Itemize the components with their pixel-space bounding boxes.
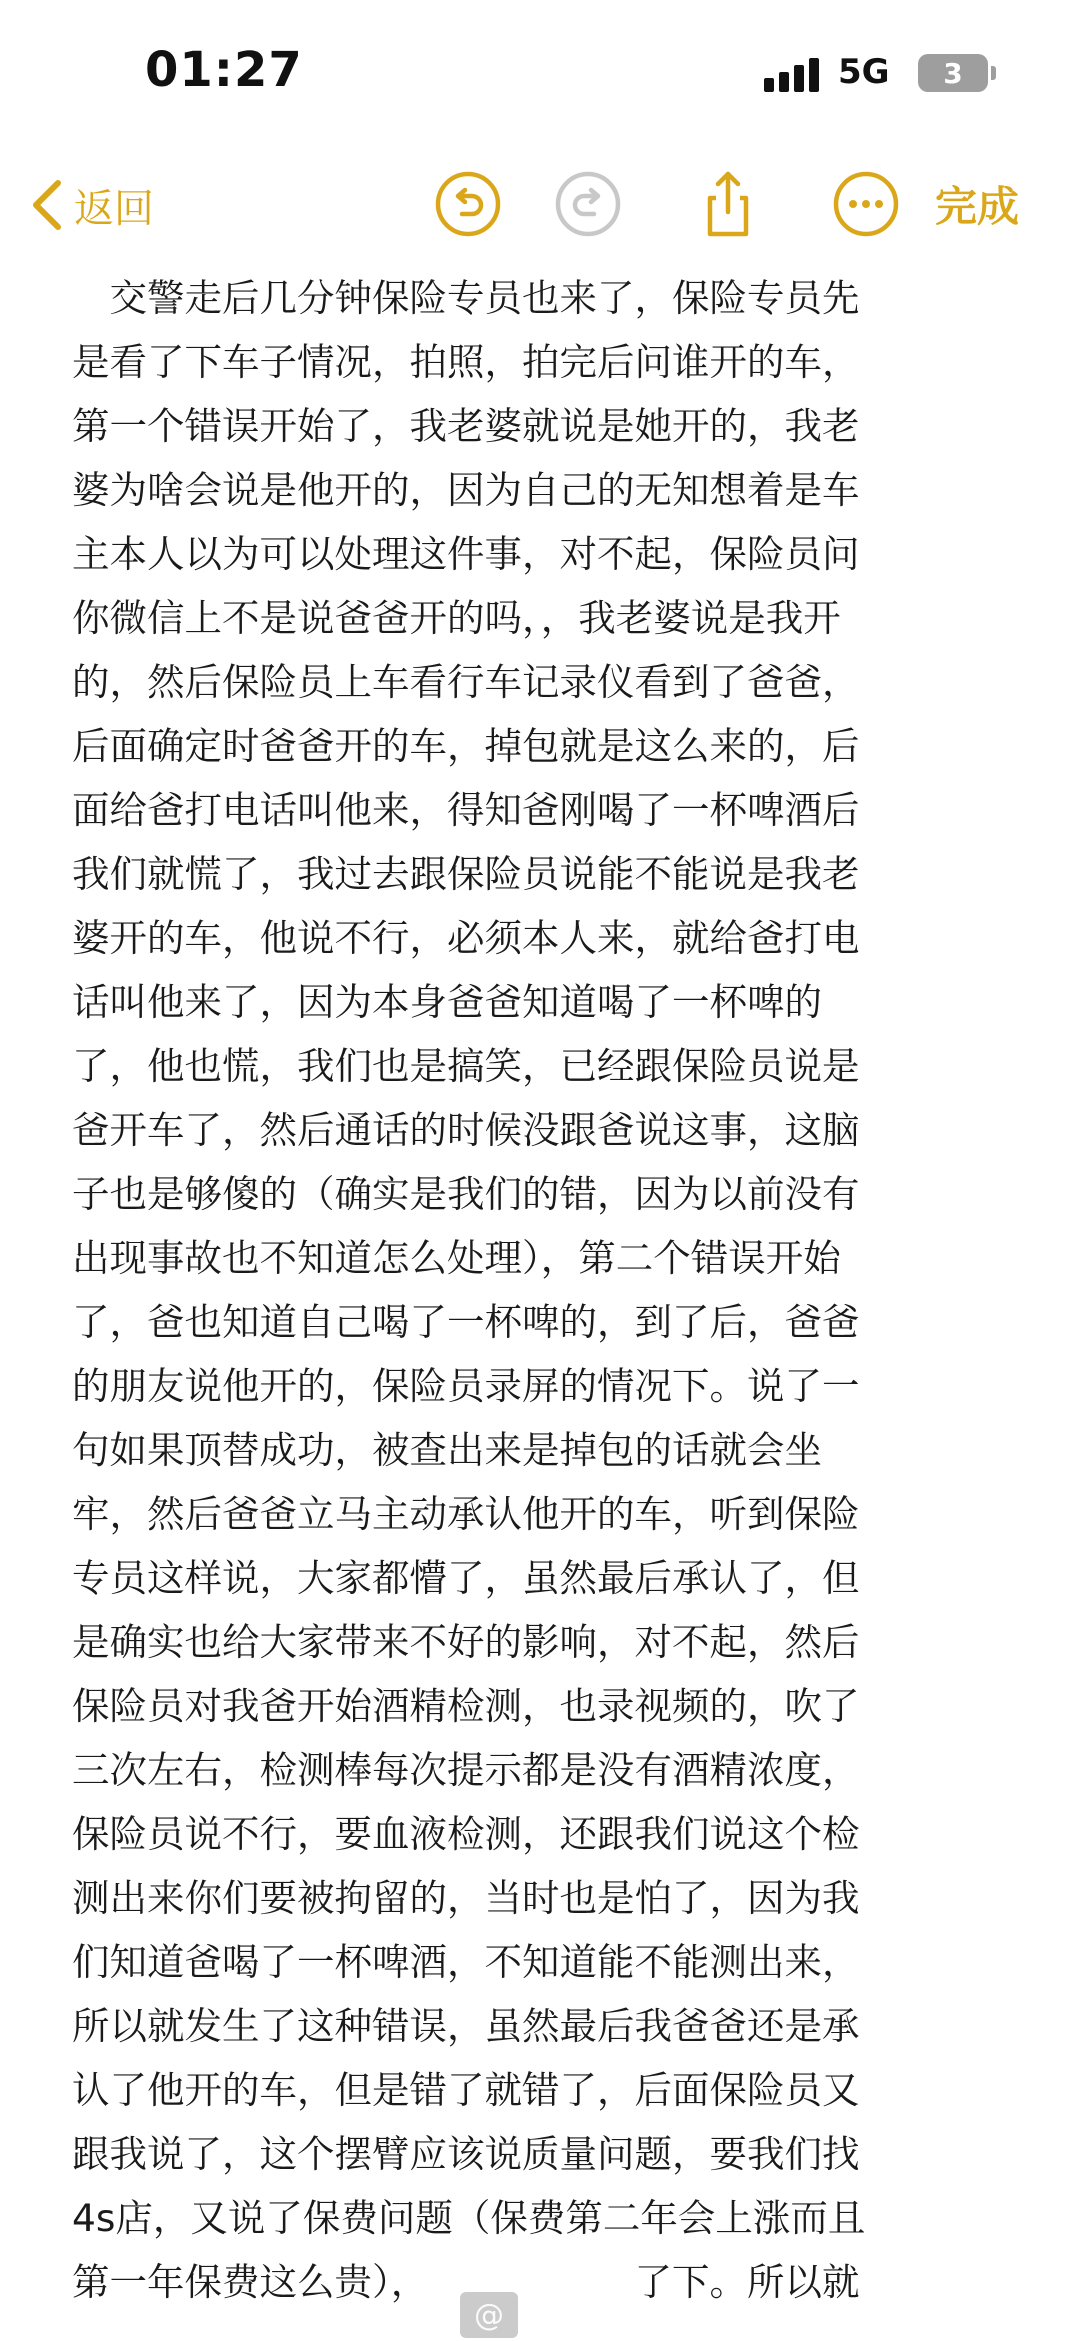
note-line: 第一年保费这么贵）， 了下。所以就 bbox=[72, 2260, 860, 2304]
note-line: 后面确定时爸爸开的车，掉包就是这么来的，后 bbox=[72, 724, 860, 768]
note-line: 婆开的车，他说不行，必须本人来，就给爸打电 bbox=[72, 916, 860, 960]
note-line: 面给爸打电话叫他来，得知爸刚喝了一杯啤酒后 bbox=[72, 788, 860, 832]
note-line: 话叫他来了，因为本身爸爸知道喝了一杯啤的 bbox=[72, 980, 822, 1024]
status-time: 01:27 bbox=[145, 42, 303, 98]
note-line: 是看了下车子情况，拍照，拍完后问谁开的车， bbox=[72, 340, 860, 384]
more-options-icon[interactable] bbox=[830, 168, 902, 240]
note-line: 三次左右，检测棒每次提示都是没有酒精浓度， bbox=[72, 1748, 860, 1792]
note-line: 们知道爸喝了一杯啤酒，不知道能不能测出来， bbox=[72, 1940, 860, 1984]
watermark bbox=[460, 2292, 518, 2338]
done-button[interactable]: 完成 bbox=[935, 182, 1020, 231]
note-line: 了，他也慌，我们也是搞笑，已经跟保险员说是 bbox=[72, 1044, 860, 1088]
note-line: 出现事故也不知道怎么处理），第二个错误开始 bbox=[72, 1236, 841, 1280]
note-line: 所以就发生了这种错误，虽然最后我爸爸还是承 bbox=[72, 2004, 860, 2048]
back-label: 返回 bbox=[74, 185, 154, 232]
note-line: 牢，然后爸爸立马主动承认他开的车，听到保险 bbox=[72, 1492, 860, 1536]
watermark-text: @ bbox=[474, 2297, 504, 2333]
network-type: 5G bbox=[838, 52, 890, 92]
battery-tip bbox=[991, 66, 996, 80]
notes-toolbar bbox=[0, 150, 1080, 260]
note-line: 第一个错误开始了，我老婆就说是她开的，我老 bbox=[72, 404, 860, 448]
note-line: 是确实也给大家带来不好的影响，对不起，然后 bbox=[72, 1620, 860, 1664]
note-line: 的，然后保险员上车看行车记录仪看到了爸爸， bbox=[72, 660, 860, 704]
battery-level: 3 bbox=[943, 56, 963, 90]
note-line: 跟我说了，这个摆臂应该说质量问题，要我们找 bbox=[72, 2132, 860, 2176]
note-line: 交警走后几分钟保险专员也来了，保险专员先 bbox=[72, 276, 860, 320]
note-line: 子也是够傻的（确实是我们的错，因为以前没有 bbox=[72, 1172, 860, 1216]
note-line: 测出来你们要被拘留的，当时也是怕了，因为我 bbox=[72, 1876, 860, 1920]
note-line: 4s店，又说了保费问题（保费第二年会上涨而且 bbox=[72, 2196, 866, 2240]
status-bar bbox=[0, 0, 1080, 150]
note-line: 你微信上不是说爸爸开的吗，，我老婆说是我开 bbox=[72, 596, 841, 640]
note-line: 主本人以为可以处理这件事，对不起，保险员问 bbox=[72, 532, 860, 576]
note-line: 保险员对我爸开始酒精检测，也录视频的，吹了 bbox=[72, 1684, 860, 1728]
cellular-signal-icon bbox=[764, 56, 824, 92]
note-line: 保险员说不行，要血液检测，还跟我们说这个检 bbox=[72, 1812, 860, 1856]
note-body[interactable] bbox=[0, 260, 1080, 2341]
note-line: 的朋友说他开的，保险员录屏的情况下。说了一 bbox=[72, 1364, 860, 1408]
note-line: 爸开车了，然后通话的时候没跟爸说这事，这脑 bbox=[72, 1108, 860, 1152]
note-line: 句如果顶替成功，被查出来是掉包的话就会坐 bbox=[72, 1428, 822, 1472]
share-icon[interactable] bbox=[692, 168, 764, 240]
battery-icon bbox=[918, 54, 988, 92]
redo-icon[interactable] bbox=[552, 168, 624, 240]
undo-icon[interactable] bbox=[432, 168, 504, 240]
back-button[interactable] bbox=[30, 170, 154, 240]
note-line: 认了他开的车，但是错了就错了，后面保险员又 bbox=[72, 2068, 860, 2112]
note-line: 婆为啥会说是他开的，因为自己的无知想着是车 bbox=[72, 468, 860, 512]
note-line: 我们就慌了，我过去跟保险员说能不能说是我老 bbox=[72, 852, 860, 896]
note-line: 专员这样说，大家都懵了，虽然最后承认了，但 bbox=[72, 1556, 860, 1600]
chevron-left-icon bbox=[30, 179, 64, 231]
note-line: 了，爸也知道自己喝了一杯啤的，到了后，爸爸 bbox=[72, 1300, 860, 1344]
